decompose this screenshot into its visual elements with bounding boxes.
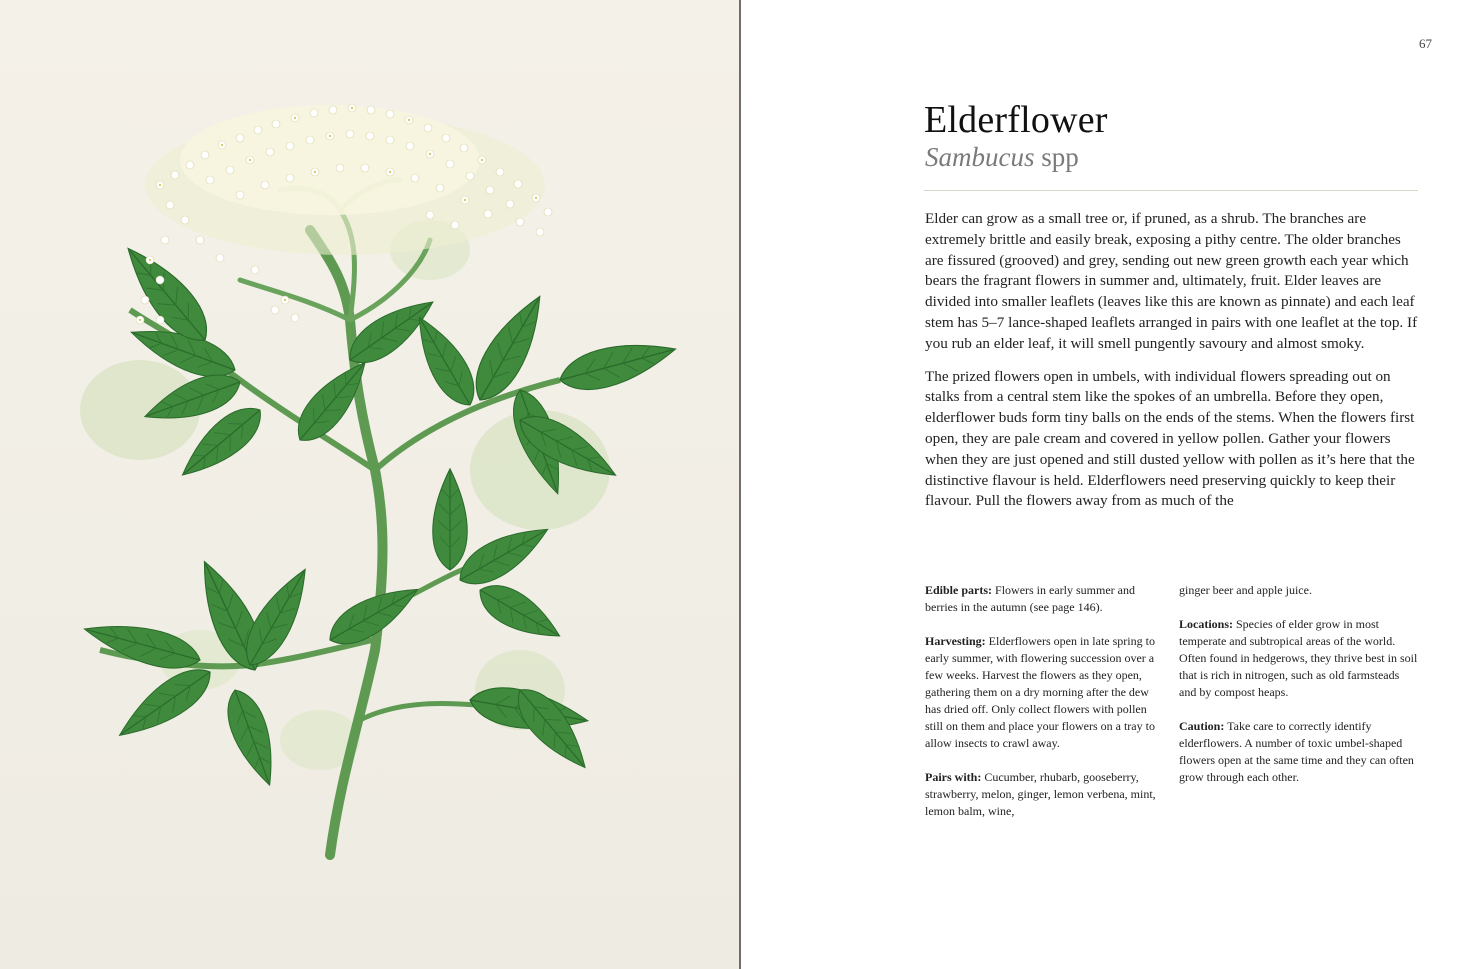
fact-pairs-with-continued: ginger beer and apple juice.	[1179, 583, 1312, 597]
fact-harvesting	[925, 633, 1165, 752]
fact-text: Cucumber, rhubarb, gooseberry, strawberry, melon, ginger, lemon verbena, mint, lemon balm, wine,	[925, 770, 1156, 818]
fact-label: Harvesting:	[925, 634, 986, 648]
fact-text: Flowers in early summer and berries in the autumn (see page 146).	[925, 583, 1135, 614]
fact-text: Species of elder grow in most temperate and subtropical areas of the world. Often found in hedgerows, they thrive best in soil that is rich in nitrogen, such as old farmsteads and by compost heaps.	[1179, 617, 1418, 699]
body-paragraph: Elder can grow as a small tree or, if pruned, as a shrub. The branches are extremely brittle and easily break, exposing a pithy centre. The older branches are fissured (grooved) and grey, sending out new green growth each year which bears the fragrant flowers in summer and, ultimately, fruit. Elder leaves are divided into smaller leaflets (leaves like this are known as pinnate) and each leaf stem has 5–7 lance-shaped leaflets arranged in pairs with one leaflet at the top. If you rub an elder leaf, it will smell pungently savoury and almost smoky.	[925, 210, 1418, 352]
fact-caution	[1179, 718, 1419, 786]
illustration-page	[0, 0, 740, 969]
fact-pairs-with	[925, 769, 1165, 820]
body-text	[925, 209, 1422, 524]
fact-label: Pairs with:	[925, 770, 982, 784]
fact-text: Take care to correctly identify elderflowers. A number of toxic umbel-shaped flowers open at the same time and they can often grow through each other.	[1179, 719, 1414, 784]
title-rule	[924, 190, 1418, 191]
fact-label: Caution:	[1179, 719, 1225, 733]
facts-column-left	[925, 582, 1165, 837]
fact-label: Edible parts:	[925, 583, 993, 597]
fact-text: Elderflowers open in late spring to early summer, with flowering succession over a few weeks. Harvest the flowers as they open, gathering them on a dry morning after the dew has dried off. Only collect flowers with pollen still on them and place your flowers on a tray to allow insects to crawl away.	[925, 634, 1155, 750]
fact-locations	[1179, 616, 1419, 701]
latin-species: spp	[1034, 142, 1079, 172]
page-title: Elderflower	[924, 99, 1108, 141]
facts-column-right	[1179, 582, 1419, 803]
fact-label: Locations:	[1179, 617, 1233, 631]
elderflower-illustration	[0, 0, 740, 969]
body-paragraph: The prized flowers open in umbels, with individual flowers spreading out on stalks from a central stem like the spokes of an umbrella. Before they open, elderflower buds form tiny balls on the ends of the stems. When the flowers first open, they are pale cream and covered in yellow pollen. Gather your flowers when they are just opened and still dusted yellow with pollen as it’s here that the distinctive flavour is held. Elderflowers need preserving quickly to keep their flavour. Pull the flowers away from as much of the	[925, 367, 1415, 510]
page-number: 67	[1419, 36, 1432, 51]
latin-name	[925, 142, 1079, 173]
latin-genus: Sambucus	[925, 142, 1035, 172]
fact-edible-parts	[925, 582, 1165, 616]
